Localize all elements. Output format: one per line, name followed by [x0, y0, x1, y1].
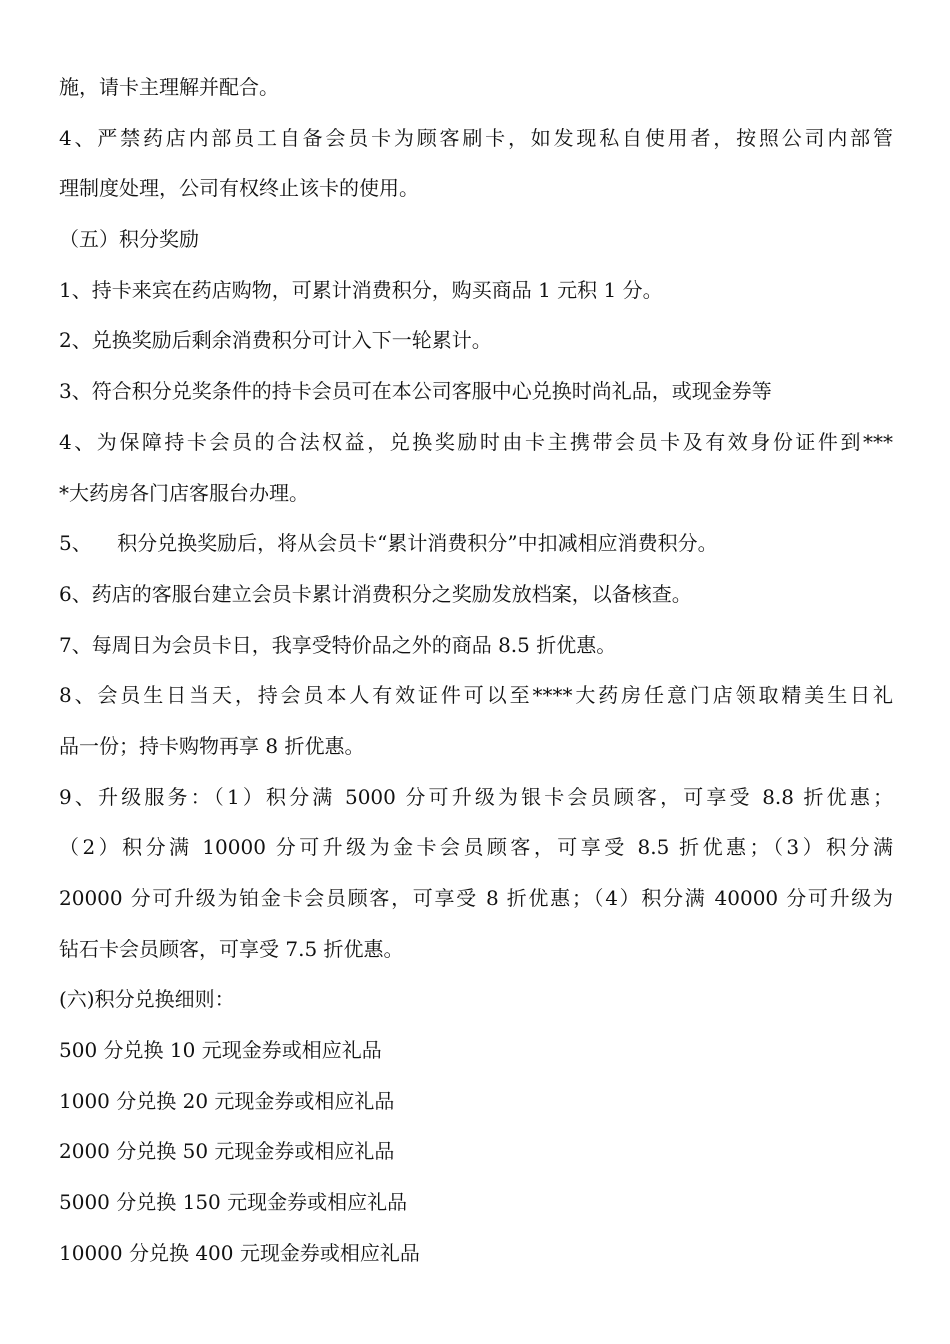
section-heading: （五）积分奖励: [59, 227, 199, 252]
text-line: 20000 分可升级为铂金卡会员顾客，可享受 8 折优惠；（4）积分满 40000 分可升级为: [59, 886, 893, 910]
text-line: 理制度处理，公司有权终止该卡的使用。: [59, 176, 419, 201]
text-line: （2）积分满 10000 分可升级为金卡会员顾客，可享受 8.5 折优惠；（3）积分满: [59, 835, 893, 860]
text-line: *大药房各门店客服台办理。: [59, 480, 309, 505]
text-line: 5、 积分兑换奖励后，将从会员卡“累计消费积分”中扣减相应消费积分。: [59, 531, 718, 556]
exchange-rule: 2000 分兑换 50 元现金券或相应礼品: [59, 1139, 395, 1164]
text-line: 3、符合积分兑奖条件的持卡会员可在本公司客服中心兑换时尚礼品，或现金券等: [59, 379, 772, 404]
document-page: [59, 62, 893, 1279]
exchange-rule: 10000 分兑换 400 元现金券或相应礼品: [59, 1240, 420, 1265]
text-line: 施，请卡主理解并配合。: [59, 75, 279, 99]
text-line: 1、持卡来宾在药店购物，可累计消费积分，购买商品 1 元积 1 分。: [59, 277, 663, 302]
exchange-rule: 1000 分兑换 20 元现金券或相应礼品: [59, 1088, 395, 1113]
section-heading: (六)积分兑换细则：: [59, 987, 235, 1012]
text-line: 2、兑换奖励后剩余消费积分可计入下一轮累计。: [59, 328, 492, 353]
exchange-rule: 5000 分兑换 150 元现金券或相应礼品: [59, 1190, 408, 1215]
text-line: 4、为保障持卡会员的合法权益，兑换奖励时由卡主携带会员卡及有效身份证件到***: [59, 429, 893, 454]
text-line: 钻石卡会员顾客，可享受 7.5 折优惠。: [59, 936, 404, 961]
exchange-rule: 500 分兑换 10 元现金券或相应礼品: [59, 1038, 382, 1063]
text-line: 6、药店的客服台建立会员卡累计消费积分之奖励发放档案，以备核查。: [59, 581, 692, 606]
text-line: 7、每周日为会员卡日，我享受特价品之外的商品 8.5 折优惠。: [59, 632, 617, 657]
text-line: 4、严禁药店内部员工自备会员卡为顾客刷卡，如发现私自使用者，按照公司内部管: [59, 125, 893, 150]
text-line: 品一份；持卡购物再享 8 折优惠。: [59, 733, 365, 758]
text-line: 9、升级服务：（1）积分满 5000 分可升级为银卡会员顾客，可享受 8.8 折优惠；: [59, 784, 893, 809]
text-line: 8、会员生日当天，持会员本人有效证件可以至****大药房任意门店领取精美生日礼: [59, 683, 893, 708]
